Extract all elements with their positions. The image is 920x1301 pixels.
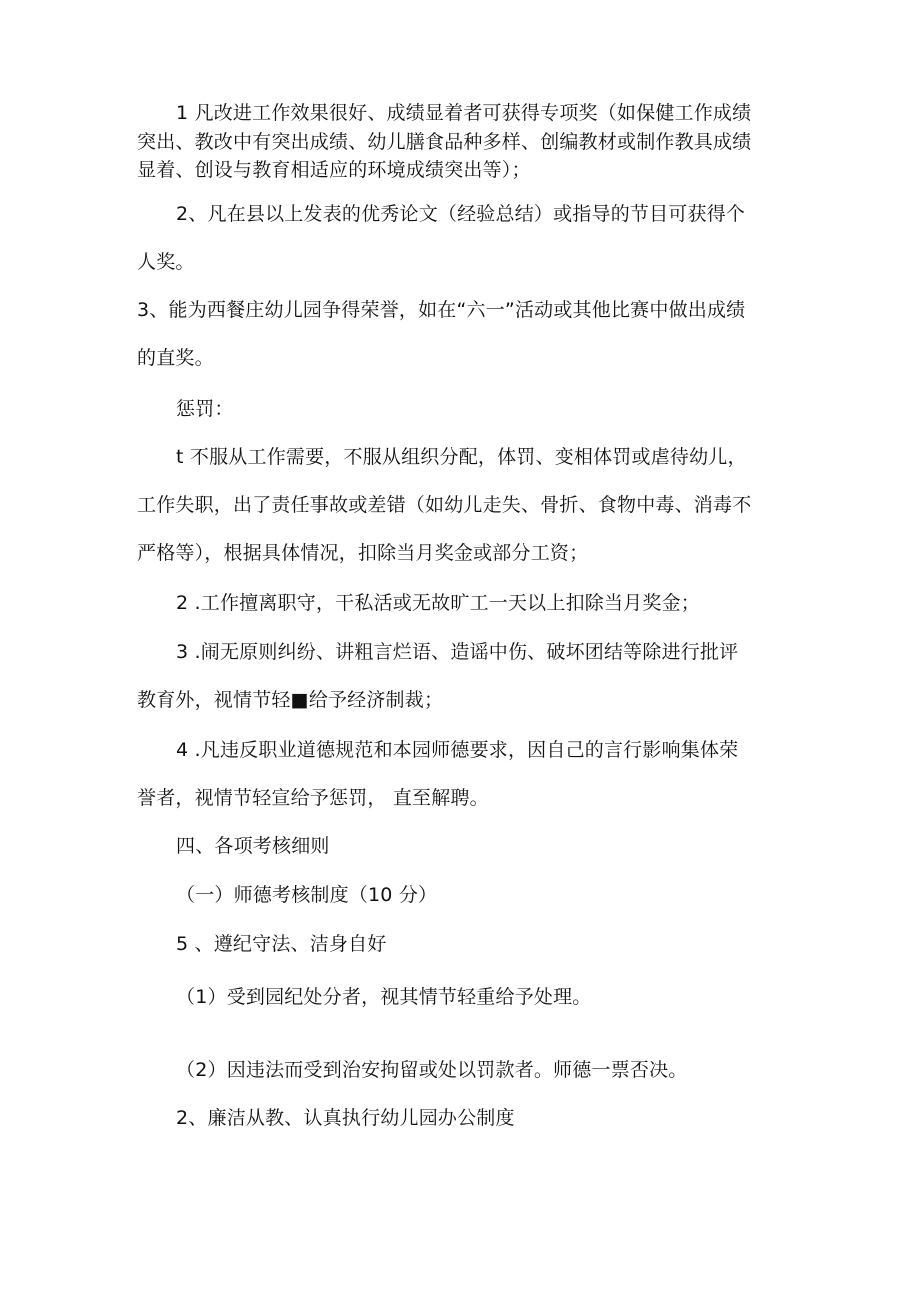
paragraph-line: 2、凡在县以上发表的优秀论文（经验总结）或指导的节目可获得个 [176,203,746,225]
section-heading: 四、各项考核细则 [176,835,330,857]
paragraph-line: 严格等），根据具体情况，扣除当月奖金或部分工资； [137,542,589,564]
paragraph-line: 2 .工作擅离职守，干私活或无故旷工一天以上扣除当月奖金； [176,592,700,614]
paragraph-line: 3 .闹无原则纠纷、讲粗言烂语、造谣中伤、破坏团结等除进行批评 [176,641,739,663]
paragraph-line: 2、廉洁从教、认真执行幼儿园办公制度 [176,1107,515,1129]
section-heading: 惩罚： [176,398,234,420]
paragraph-line: 的直奖。 [137,347,214,369]
paragraph-line: 1 凡改进工作效果很好、成绩显着者可获得专项奖（如保健工作成绩 [176,102,752,124]
paragraph-line: 4 .凡违反职业道德规范和本园师德要求，因自己的言行影响集体荣 [176,739,739,761]
paragraph-line: 3、能为西餐庄幼儿园争得荣誉，如在“六一”活动或其他比赛中做出成绩 [137,299,746,321]
paragraph-line: 工作失职，出了责任事故或差错（如幼儿走失、骨折、食物中毒、消毒不 [137,494,752,516]
paragraph-line: 突出、教改中有突出成绩、幼儿膳食品种多样、创编教材或制作教具成绩 [137,131,752,153]
paragraph-line: （1）受到园纪处分者，视其情节轻重给予处理。 [176,986,592,1008]
subsection-heading: （一）师德考核制度（10 分） [176,884,438,906]
paragraph-line: 显着、创设与教育相适应的环境成绩突出等）； [137,159,531,181]
paragraph-line: 5 、遵纪守法、洁身自好 [176,933,387,955]
paragraph-line: t 不服从工作需要，不服从组织分配，体罚、变相体罚或虐待幼儿， [176,446,747,468]
paragraph-line: （2）因违法而受到治安拘留或处以罚款者。师德一票否决。 [176,1059,688,1081]
paragraph-line: 誉者，视情节轻宣给予惩罚， 直至解聘。 [137,787,489,809]
paragraph-line: 人奖。 [137,251,195,273]
paragraph-line: 教育外，视情节轻■给予经济制裁； [137,689,444,711]
